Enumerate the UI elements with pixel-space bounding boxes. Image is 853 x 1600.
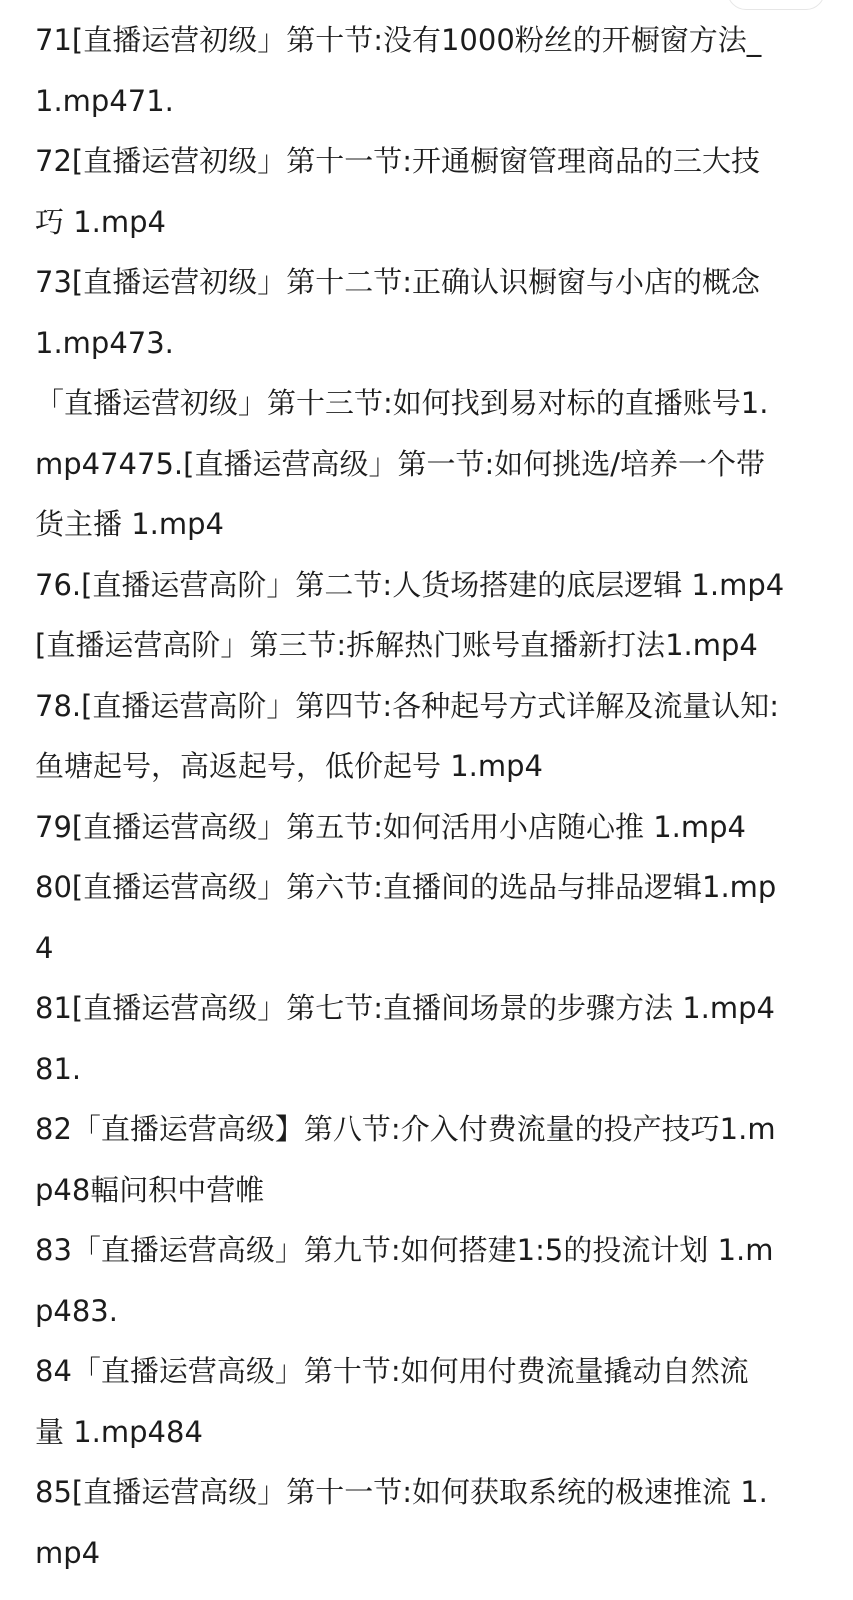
text-line: 71[直播运营初级」第十节:没有1000粉丝的开橱窗方法_	[35, 23, 762, 57]
text-line: 1.mp471.	[35, 83, 174, 118]
text-line: 货主播 1.mp4	[35, 507, 224, 541]
text-line: 量 1.mp484	[35, 1414, 203, 1449]
text-line: 85[直播运营高级」第十一节:如何获取系统的极速推流 1.	[35, 1475, 768, 1509]
text-line: 84「直播运营高级」第十节:如何用付费流量撬动自然流	[35, 1354, 749, 1388]
top-right-pill-button[interactable]	[727, 0, 825, 10]
text-line: 83「直播运营高级」第九节:如何搭建1:5的投流计划 1.m	[35, 1233, 774, 1267]
course-list-text	[35, 10, 845, 1583]
text-line: 82「直播运营高级】第八节:介入付费流量的投产技巧1.m	[35, 1112, 776, 1146]
text-line: 81[直播运营高级」第七节:直播间场景的步骤方法 1.mp4	[35, 991, 775, 1025]
text-line: mp47475.[直播运营高级」第一节:如何挑选/培养一个带	[35, 446, 765, 481]
text-line: 73[直播运营初级」第十二节:正确认识橱窗与小店的概念	[35, 265, 760, 299]
text-line: p48輻问积中营帷	[35, 1172, 265, 1207]
text-line: [直播运营高阶」第三节:拆解热门账号直播新打法1.mp4	[35, 628, 758, 662]
text-line: 80[直播运营高级」第六节:直播间的选品与排品逻辑1.mp	[35, 870, 777, 904]
text-line: 78.[直播运营高阶」第四节:各种起号方式详解及流量认知:	[35, 688, 779, 723]
text-line: 4	[35, 930, 54, 965]
text-line: 鱼塘起号，高返起号，低价起号 1.mp4	[35, 749, 543, 783]
text-line: 1.mp473.	[35, 325, 174, 360]
text-line: 76.[直播运营高阶」第二节:人货场搭建的底层逻辑 1.mp4	[35, 567, 785, 602]
text-line: p483.	[35, 1293, 118, 1328]
text-line: 81.	[35, 1051, 82, 1086]
text-line: 「直播运营初级」第十三节:如何找到易对标的直播账号1.	[35, 386, 769, 420]
text-line: 79[直播运营高级」第五节:如何活用小店随心推 1.mp4	[35, 809, 746, 844]
text-line: 巧 1.mp4	[35, 204, 166, 239]
text-line: mp4	[35, 1535, 101, 1570]
text-line: 72[直播运营初级」第十一节:开通橱窗管理商品的三大技	[35, 144, 760, 178]
